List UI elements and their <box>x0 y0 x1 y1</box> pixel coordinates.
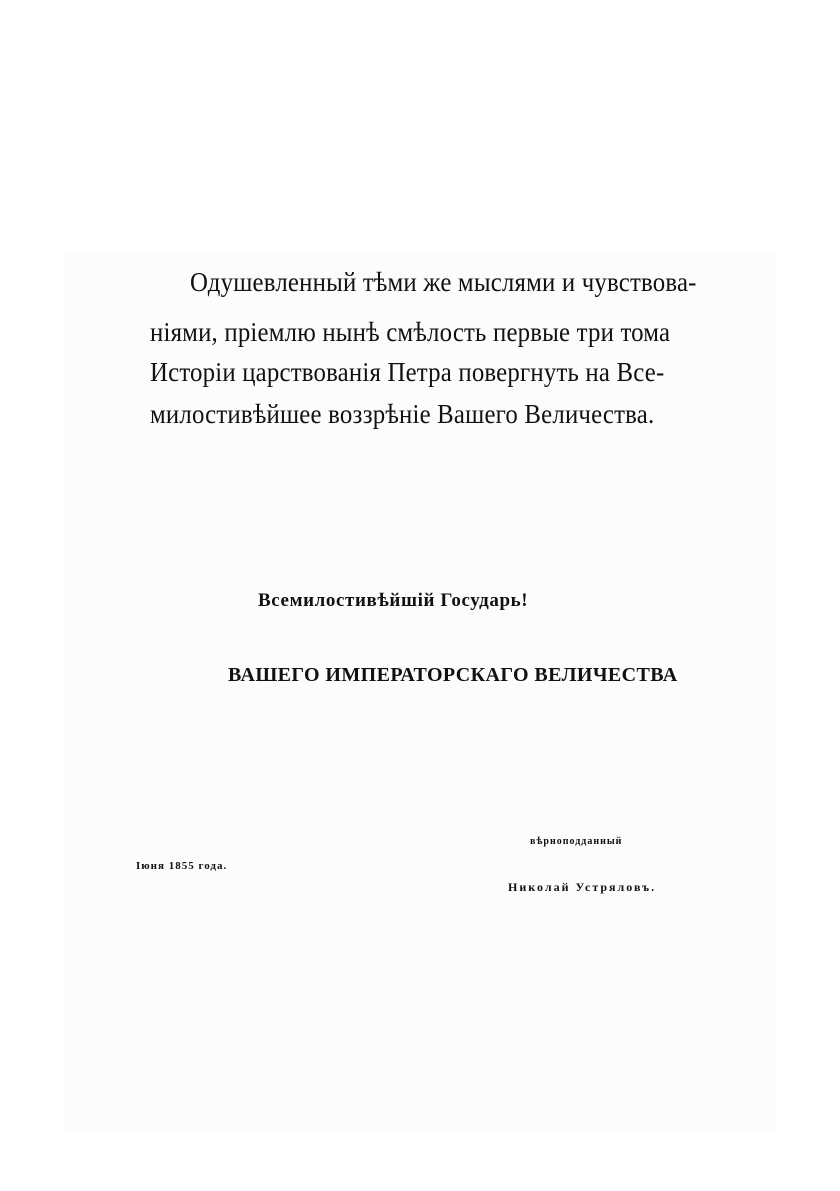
date-line: Іюня 1855 года. <box>136 860 228 872</box>
dedication-line-1: Одушевленный тѣми же мыслями и чувствова- <box>190 267 697 297</box>
dedication-line-2: ніями, пріемлю нынѣ смѣлость первые три тома <box>150 317 671 347</box>
closing-phrase: вѣрноподданный <box>530 836 623 847</box>
majesty-heading: ВАШЕГО ИМПЕРАТОРСКАГО ВЕЛИЧЕСТВА <box>228 664 678 686</box>
salutation: Всемилостивѣйшій Государь! <box>258 590 529 611</box>
signature: Николай Устряловъ. <box>508 880 657 894</box>
dedication-line-3: Исторіи царствованія Петра повергнуть на Все- <box>150 357 665 387</box>
dedication-line-4: милостивѣйшее воззрѣніе Вашего Величества. <box>150 399 655 429</box>
